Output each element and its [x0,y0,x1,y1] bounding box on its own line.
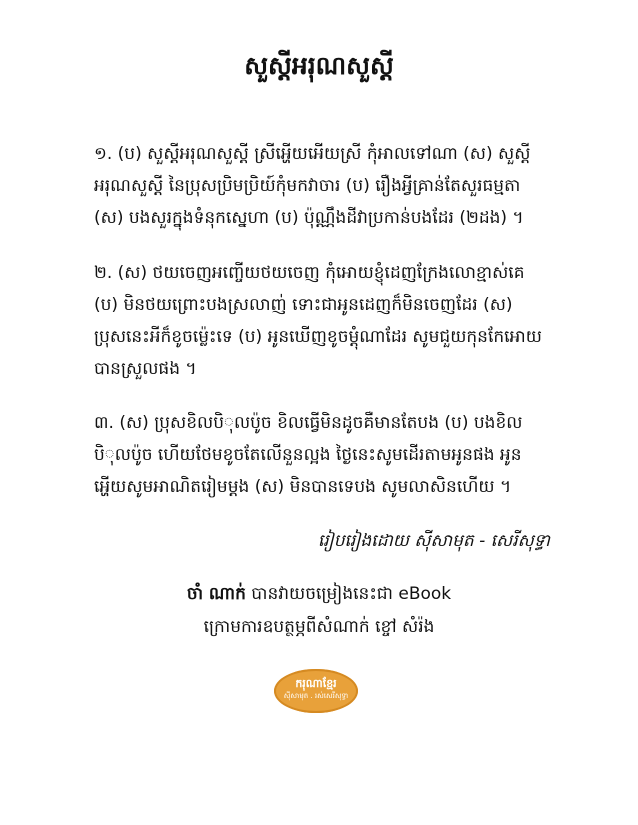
stanza-line: បិុលប៉ូច ហើយថែមខូចតែលើនួនល្អង ថ្ងៃនេះសូមដើរតាមអូនផង អូន [94,445,522,465]
stanza-line: បានស្រួលផង ។ [94,359,197,379]
stanza-1 [94,138,550,234]
typist-name: ចាំ ណាក់ [186,584,246,604]
stanza-line: អរុណសួស្តី នៃប្រុសប្រិមប្រិយ៍កុំមកវាចារ (ប) រឿងអ្វីគ្រាន់តែសួរធម្មតា [94,176,521,196]
stanza-line: ១. (ប) សួស្តីអរុណសួស្តី ស្រីអ្ហើយអើយស្រី កុំអាលទៅណា (ស) សួស្តី [94,144,531,164]
stanza-line: ប្រុសនេះអីក៏ខូចម្ល៉េះទេ (ប) អូនឃើញខូចម្ដុំណាដែរ សូមជួយកុនកែអោយ [94,327,542,347]
karuna-khmer-logo [274,669,358,713]
author-credit: រៀបរៀងដោយ ស៊ីសាមុត - សេរីសុទ្ធា [317,531,550,551]
stanza-line: ៣. (ស) ប្រុសខិលបិុលប៉ូច ខិលធ្វើមិនដូចគឺមានតែបង (ប) បងខិល [94,413,523,433]
logo-title: ករុណាខ្មែរ [295,677,337,690]
stanza-line: (ស) បងសួរក្នុងទំនុកស្នេហា (ប) ប៉ុណ្ណឹងដីវាប្រកាន់បងដែរ (២ដង) ។ [94,208,524,228]
song-title: សួស្តីអរុណសួស្តី [244,51,394,80]
stanza-line: ២. (ស) ថយចេញអញ្ចើយថយចេញ កុំអោយខ្ញុំដេញក្រែងលោខ្មាស់គេ [94,263,525,283]
logo-subtitle: ស៊ីសាមុត . រស់សេរីសុទ្ធា [283,692,349,700]
stanza-line: អ្ហើយសូមអាណិតរៀមម្ដង (ស) មិនបានទេបង សូមលាសិនហើយ ។ [94,477,512,497]
stanza-line: (ប) មិនថយព្រោះបងស្រលាញ់ ទោះជាអូនដេញក៏មិនចេញដែរ (ស) [94,295,513,315]
stanza-3 [94,407,550,503]
ebook-credit-text: បានវាយចម្រៀងនេះជា eBook [251,584,452,604]
ebook-credit [0,580,638,608]
sponsor-credit: ក្រោមការឧបត្ថម្ភពីសំណាក់ ខ្ចៅ សំរ៉ង [203,617,435,637]
stanza-2 [94,257,550,385]
